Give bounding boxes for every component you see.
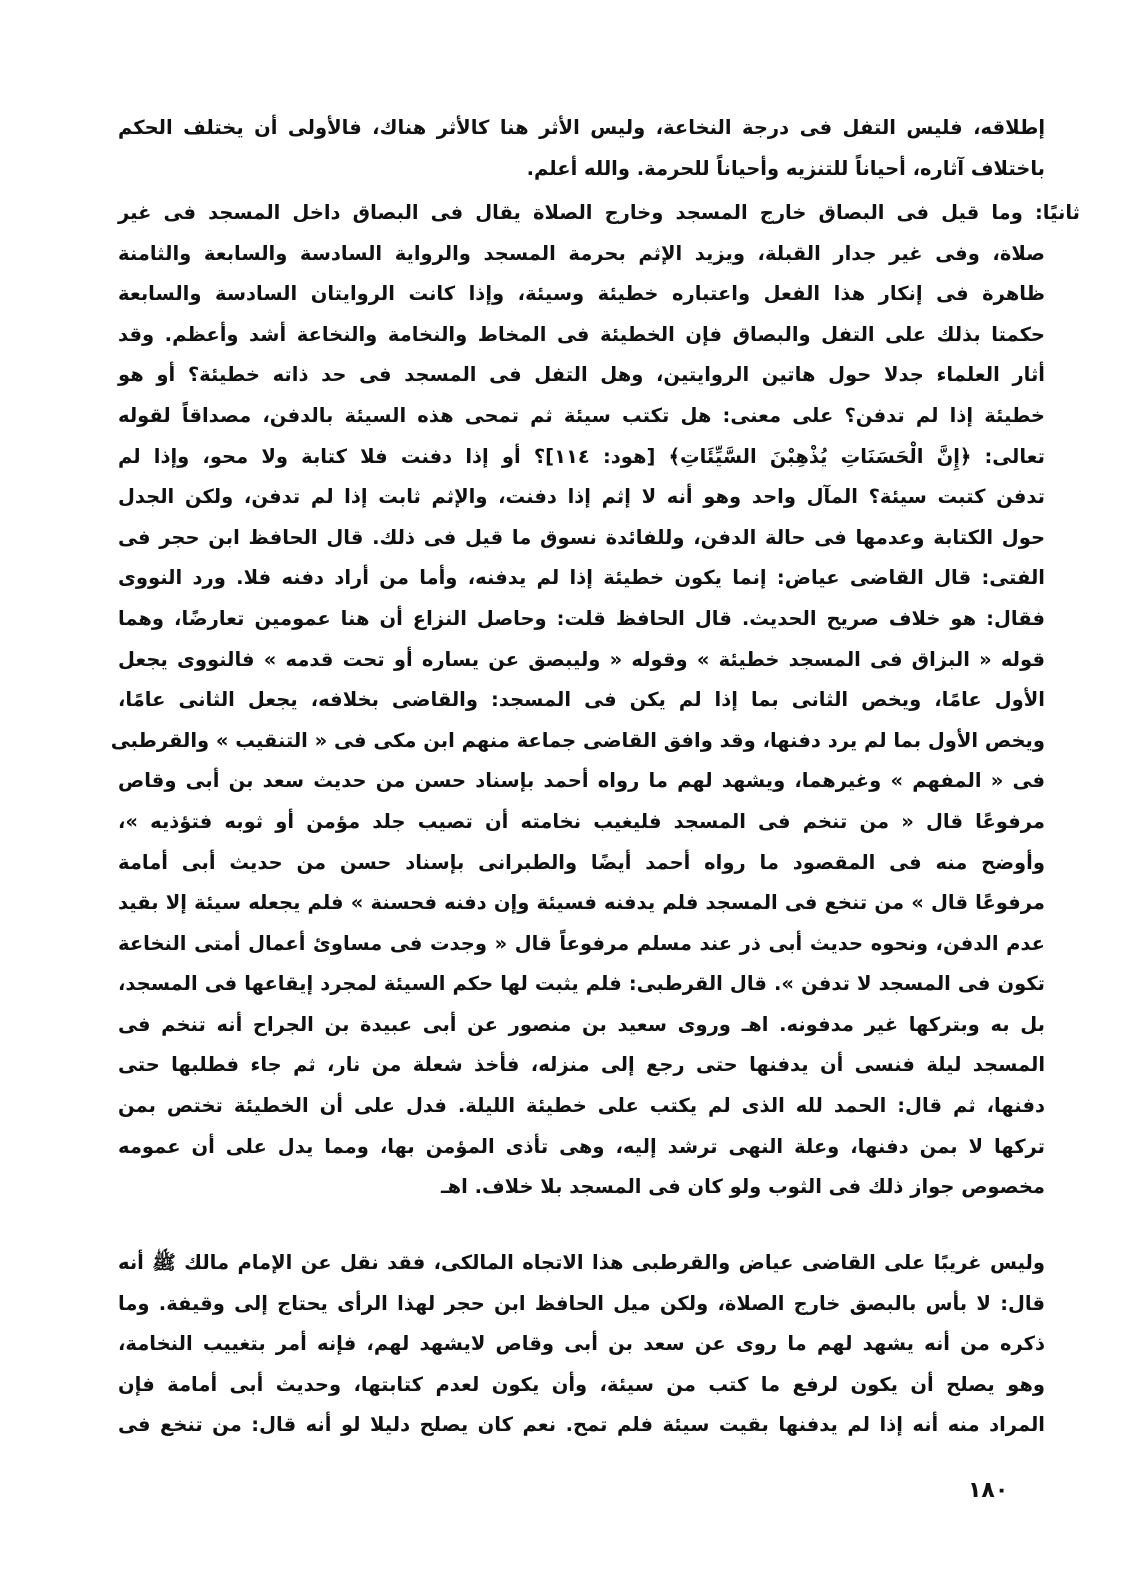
- text-line: صلاة، وفى غير جدار القبلة، ويزيد الإثم بحرمة المسجد والرواية السادسة والسابعة والثامنة: [118, 241, 1045, 265]
- text-line: حول الكتابة وعدمها فى حالة الدفن، وللفائدة نسوق ما قيل فى ذلك. قال الحافظ ابن حجر فى: [118, 525, 1045, 549]
- text-line: وليس غريبًا على القاضى عياض والقرطبى هذا الاتجاه المالكى، فقد نقل عن الإمام مالك ﷺ أنه: [118, 1251, 1045, 1274]
- text-line: تكون فى المسجد لا تدفن ». قال القرطبى: فلم يثبت لها حكم السيئة لمجرد إيقاعها فى المسجد،: [118, 972, 1045, 996]
- page-number: ١٨٠: [968, 1478, 1009, 1503]
- text-line: المراد منه أنه إذا لم يدفنها بقيت سيئة فلم تمح. نعم كان يصلح دليلا لو أنه قال: من تنخع فى: [118, 1413, 1045, 1437]
- text-line: دفنها، ثم قال: الحمد لله الذى لم يكتب على خطيئة الليلة. فدل على أن الخطيئة تختص بمن: [118, 1094, 1045, 1118]
- text-line: مرفوعًا قال » من تنخع فى المسجد فلم يدفنه فسيئة وإن دفنه فحسنة » فلم يجعله سيئة إلا بقيد: [118, 891, 1045, 915]
- text-line: الأول عامًا، ويخص الثانى بما إذا لم يكن فى المسجد: والقاضى بخلافه، يجعل الثانى عامًا،: [118, 688, 1045, 712]
- text-line: وهو يصلح أن يكون لرفع ما كتب من سيئة، وأن يكون لعدم كتابتها، وحديث أبى أمامة فإن: [118, 1372, 1045, 1396]
- text-line: المسجد ليلة فنسى أن يدفنها حتى رجع إلى منزله، فأخذ شعلة من نار، ثم جاء فطلبها حتى: [118, 1053, 1045, 1077]
- text-line: ظاهرة فى إنكار هذا الفعل واعتباره خطيئة وسيئة، وإذا كانت الروايتان السادسة والسابعة: [118, 282, 1045, 306]
- text-line-heading: ثانيًا: وما قيل فى البصاق خارج المسجد وخارج الصلاة يقال فى البصاق داخل المسجد فى غير: [118, 201, 1080, 224]
- paragraph-1: [118, 108, 1045, 189]
- text-line: قال: لا بأس بالبصق خارج الصلاة، ولكن ميل الحافظ ابن حجر لهذا الرأى يحتاج إلى وقيفة. وما: [118, 1291, 1045, 1315]
- text-line: مرفوعًا قال « من تنخم فى المسجد فليغيب نخامته أن تصيب جلد مؤمن أو ثوبه فتؤذيه »،: [118, 809, 1045, 833]
- text-line: حكمتا بذلك على التفل والبصاق فإن الخطيئة فى المخاط والنخامة والنخاعة أشد وأعظم. وقد: [118, 322, 1045, 346]
- text-line: ذكره من أنه يشهد لهم ما روى عن سعد بن أبى وقاص لايشهد لهم، فإنه أمر بتغييب النخامة،: [118, 1332, 1045, 1356]
- text-line: باختلاف آثاره، أحياناً للتنزيه وأحياناً للحرمة. والله أعلم.: [526, 156, 1045, 180]
- text-line: مخصوص جواز ذلك فى الثوب ولو كان فى المسجد بلا خلاف. اهـ: [440, 1175, 1045, 1199]
- text-line: أثار العلماء جدلا حول هاتين الروايتين، وهل التفل فى المسجد فى حد ذاته خطيئة؟ أو هو: [118, 363, 1045, 387]
- text-line-quran-verse: تعالى: ﴿إِنَّ الْحَسَنَاتِ يُذْهِبْنَ السَّيِّئَاتِ﴾ [هود: ١١٤]؟ أو إذا دفنت فلا كتابة ولا محو، وإذا لم: [118, 444, 1045, 468]
- text-line: خطيئة إذا لم تدفن؟ على معنى: هل تكتب سيئة ثم تمحى هذه السيئة بالدفن، مصداقاً لقوله: [118, 403, 1045, 427]
- text-line: عدم الدفن، ونحوه حديث أبى ذر عند مسلم مرفوعاً قال « وجدت فى مساوئ أعمال أمتى النخاعة: [118, 931, 1045, 955]
- text-line: فقال: هو خلاف صريح الحديث. قال الحافظ قلت: وحاصل النزاع أن هنا عمومين تعارضًا، وهما: [118, 606, 1045, 630]
- text-line: بل به وبتركها غير مدفونه. اهـ وروى سعيد بن منصور عن أبى عبيدة بن الجراح أنه تنخم فى: [118, 1012, 1045, 1036]
- paragraph-3: [118, 1243, 1045, 1446]
- text-line: إطلاقه، فليس التفل فى درجة النخاعة، وليس الأثر هنا كالأثر هناك، فالأولى أن يختلف الحكم: [118, 116, 1045, 139]
- text-line: فى « المفهم » وغيرهما، ويشهد لهم ما رواه أحمد بإسناد حسن من حديث سعد بن أبى وقاص: [118, 769, 1045, 793]
- text-line: ويخص الأول بما لم يرد دفنها، وقد وافق القاضى جماعة منهم ابن مكى فى « التنقيب » والقرطبى: [110, 728, 1045, 752]
- text-line: تركها لا بمن دفنها، وعلة النهى ترشد إليه، وهى تأذى المؤمن بها، ومما يدل على أن عمومه: [118, 1134, 1045, 1158]
- text-line: وأوضح منه فى المقصود ما رواه أحمد أيضًا والطبرانى بإسناد حسن من حديث أبى أمامة: [118, 850, 1045, 874]
- text-line: قوله « البزاق فى المسجد خطيئة » وقوله « وليبصق عن يساره أو تحت قدمه » فالنووى يجعل: [118, 647, 1045, 671]
- paragraph-2: [110, 193, 1080, 1208]
- text-line: الفتى: قال القاضى عياض: إنما يكون خطيئة إذا لم يدفنه، وأما من أراد دفنه فلا. ورد النووى: [118, 566, 1045, 590]
- text-line: تدفن كتبت سيئة؟ المآل واحد وهو أنه لا إثم إذا دفنت، والإثم ثابت إذا لم تدفن، ولكن الجدل: [118, 485, 1045, 509]
